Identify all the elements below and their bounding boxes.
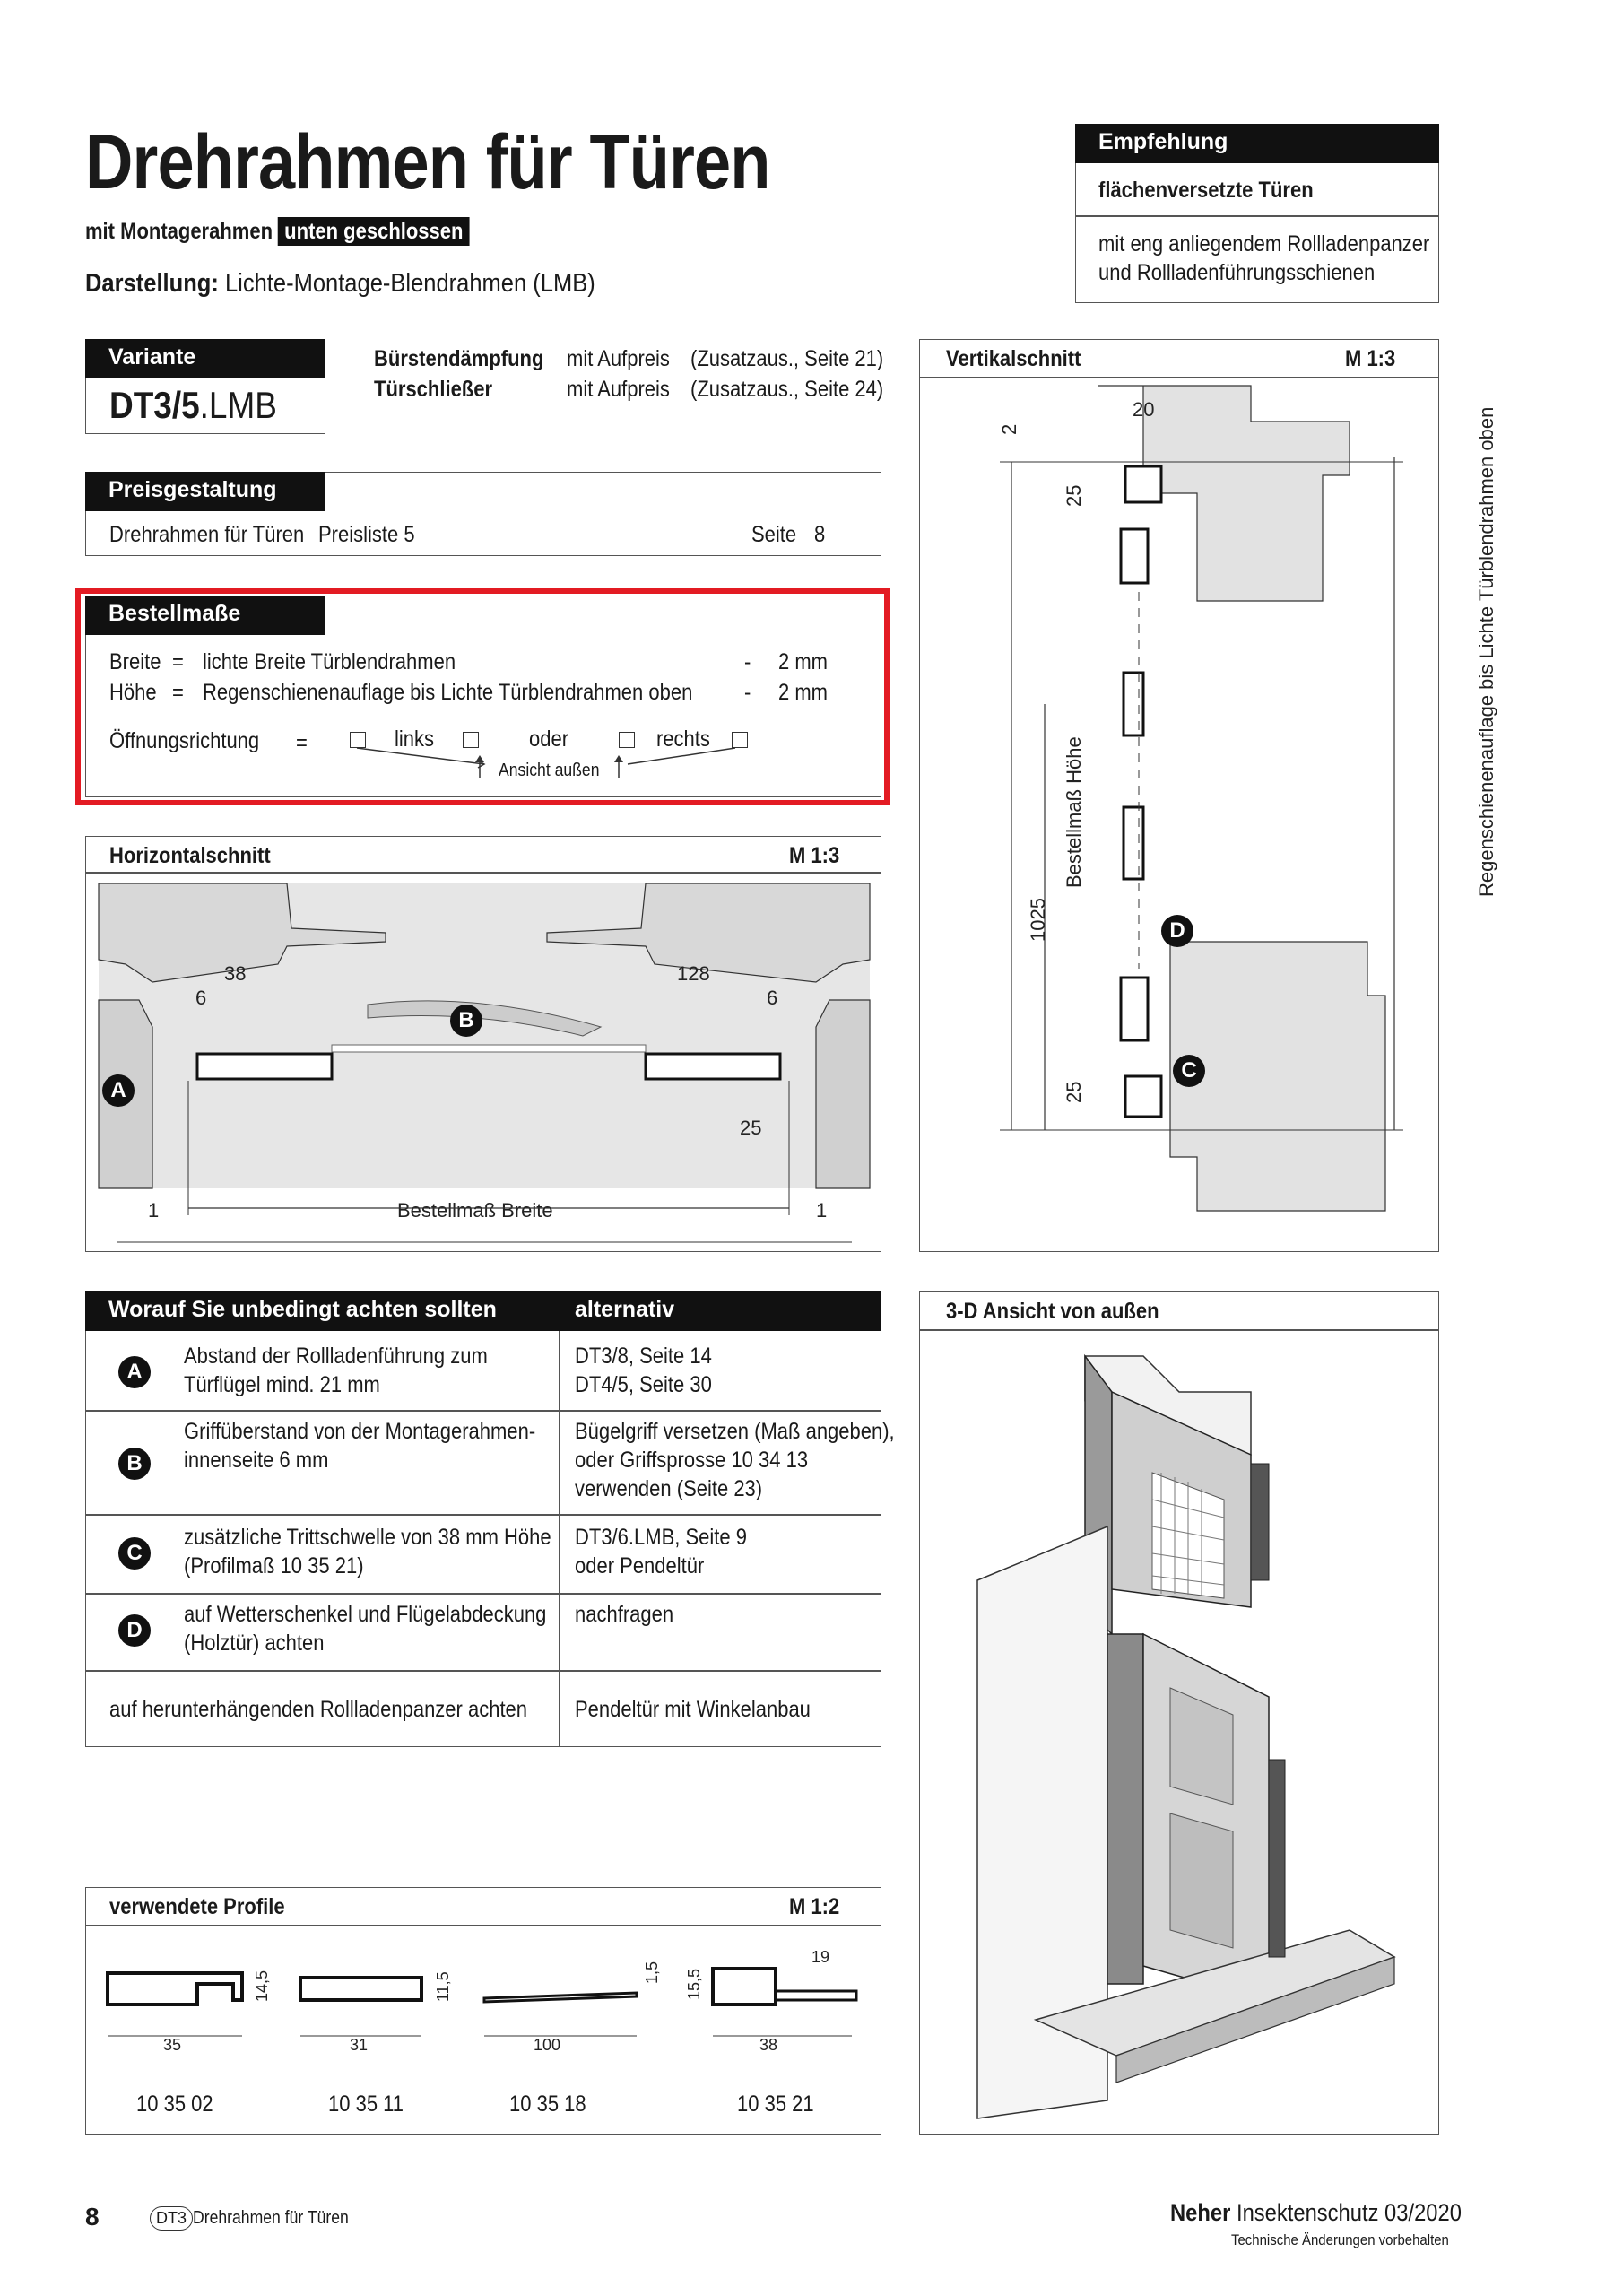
divider xyxy=(919,1329,1439,1331)
darstellung-label: Darstellung: xyxy=(85,269,219,298)
divider xyxy=(85,1593,881,1595)
variante-code-bold: DT3/5 xyxy=(109,384,200,426)
door-3d-illustration xyxy=(928,1338,1430,2127)
hinweis-c-left1: zusätzliche Trittschwelle von 38 mm Höhe xyxy=(184,1525,551,1550)
marker-a-horizontal: A xyxy=(102,1074,135,1107)
profile-code-0: 10 35 02 xyxy=(136,2092,213,2117)
profile-h-1: 11,5 xyxy=(434,1971,452,2002)
hinweis-c-right2: oder Pendeltür xyxy=(575,1553,705,1578)
hinweis-b-left2: innenseite 6 mm xyxy=(184,1448,329,1473)
subtitle-prefix: mit Montagerahmen xyxy=(85,219,273,244)
preis-liste: Preisliste 5 xyxy=(318,522,415,547)
hinweis-a-right1: DT3/8, Seite 14 xyxy=(575,1344,712,1369)
marker-c: C xyxy=(118,1537,151,1570)
marker-c-vertical: C xyxy=(1173,1055,1205,1087)
extra-note-0: (Zusatzaus., Seite 21) xyxy=(690,346,884,371)
hinweis-a-right2: DT4/5, Seite 30 xyxy=(575,1372,712,1397)
hinweis-d-right1: nachfragen xyxy=(575,1602,674,1627)
empfehlung-line1: mit eng anliegendem Rollladenpanzer xyxy=(1098,231,1430,257)
empfehlung-title: flächenversetzte Türen xyxy=(1098,178,1314,203)
divider xyxy=(559,1331,560,1747)
dim-6a: 6 xyxy=(195,987,207,1009)
ansicht3d-title: 3-D Ansicht von außen xyxy=(946,1299,1159,1324)
divider xyxy=(85,1670,881,1672)
hinweis-last-left: auf herunterhängenden Rollladenpanzer achten xyxy=(109,1697,528,1722)
oeffnung-rechts: rechts xyxy=(656,726,710,752)
marker-d: D xyxy=(118,1614,151,1647)
dim-128: 128 xyxy=(677,962,710,985)
profile-code-2: 10 35 18 xyxy=(509,2092,586,2117)
hinweis-b-right1: Bügelgriff versetzen (Maß angeben), xyxy=(575,1419,895,1444)
profile-title: verwendete Profile xyxy=(109,1894,285,1919)
extra-label-1: Türschließer xyxy=(374,377,493,402)
profile-scale: M 1:2 xyxy=(789,1894,840,1919)
profile-w-0: 35 xyxy=(163,2036,182,2054)
divider xyxy=(85,872,881,874)
bestell-label-1: Höhe xyxy=(109,680,157,705)
bestell-text-0: lichte Breite Türblendrahmen xyxy=(203,649,456,674)
bestell-text-1: Regenschienenauflage bis Lichte Türblendrahmen oben xyxy=(203,680,693,705)
empfehlung-line2: und Rollladenführungsschienen xyxy=(1098,260,1376,285)
oeffnung-oder: oder xyxy=(529,726,569,752)
bestell-val-0: 2 mm xyxy=(778,649,828,674)
hinweis-a-left1: Abstand der Rollladenführung zum xyxy=(184,1344,488,1369)
horizontal-section-drawing xyxy=(99,883,870,1242)
section-badge: DT3 xyxy=(150,2206,193,2231)
profile-top-3: 19 xyxy=(812,1948,830,1966)
bestell-eq-1: = xyxy=(172,680,184,705)
hinweis-d-left1: auf Wetterschenkel und Flügelabdeckung xyxy=(184,1602,547,1627)
preis-header: Preisgestaltung xyxy=(85,472,325,511)
dim-20: 20 xyxy=(1133,398,1155,421)
hinweis-b-right2: oder Griffsprosse 10 34 13 xyxy=(575,1448,809,1473)
hinweis-c-left2: (Profilmaß 10 35 21) xyxy=(184,1553,364,1578)
dim-1025: 1025 xyxy=(1027,898,1049,942)
profile-h-0: 14,5 xyxy=(253,1970,271,2002)
profile-w-3: 38 xyxy=(759,2036,778,2054)
horizontal-title: Horizontalschnitt xyxy=(109,843,271,868)
bestell-op-1: - xyxy=(744,680,751,705)
hinweis-d-left2: (Holztür) achten xyxy=(184,1631,325,1656)
bestell-label-0: Breite xyxy=(109,649,161,674)
hinweise-header-right: alternativ xyxy=(559,1292,881,1331)
bestellmass-hoehe: Bestellmaß Höhe xyxy=(1063,736,1085,888)
profiles-drawing xyxy=(99,1937,870,2063)
dim-25a: 25 xyxy=(1063,484,1085,507)
preis-item: Drehrahmen für Türen xyxy=(109,522,305,547)
bestell-val-1: 2 mm xyxy=(778,680,828,705)
hinweis-last-right: Pendeltür mit Winkelanbau xyxy=(575,1697,811,1722)
profile-w-2: 100 xyxy=(534,2036,561,2054)
footer-section: Drehrahmen für Türen xyxy=(193,2208,349,2228)
dim-1a: 1 xyxy=(148,1199,160,1222)
vertikal-title: Vertikalschnitt xyxy=(946,346,1081,371)
darstellung xyxy=(85,269,595,299)
profile-h-3: 15,5 xyxy=(685,1968,703,2000)
marker-d-vertical: D xyxy=(1161,915,1193,947)
bestell-eq-0: = xyxy=(172,649,184,674)
darstellung-value: Lichte-Montage-Blendrahmen (LMB) xyxy=(224,269,595,298)
empfehlung-header: Empfehlung xyxy=(1075,124,1439,163)
oeffnung-label: Öffnungsrichtung xyxy=(109,728,260,753)
ansicht-label: Ansicht außen xyxy=(499,761,600,780)
variante-code-suffix: .LMB xyxy=(199,384,277,426)
extra-label-0: Bürstendämpfung xyxy=(374,346,544,371)
extra-price-1: mit Aufpreis xyxy=(567,377,670,402)
hinweise-header-left: Worauf Sie unbedingt achten sollten xyxy=(85,1292,559,1331)
bestellmass-breite: Bestellmaß Breite xyxy=(397,1199,553,1222)
hinweis-b-right3: verwenden (Seite 23) xyxy=(575,1476,763,1501)
hinweis-b-left1: Griffüberstand von der Montagerahmen- xyxy=(184,1419,536,1444)
dim-25: 25 xyxy=(740,1117,762,1139)
marker-a: A xyxy=(118,1356,151,1388)
profile-h-2: 1,5 xyxy=(643,1961,661,1984)
regenschienen-label: Regenschienenauflage bis Lichte Türblendrahmen oben xyxy=(1475,406,1497,897)
hinweis-a-left2: Türflügel mind. 21 mm xyxy=(184,1372,380,1397)
dim-38: 38 xyxy=(224,962,247,985)
extra-note-1: (Zusatzaus., Seite 24) xyxy=(690,377,884,402)
subtitle-highlight: unten geschlossen xyxy=(278,217,469,246)
dim-25b: 25 xyxy=(1063,1081,1085,1103)
page-title: Drehrahmen für Türen xyxy=(85,119,770,205)
divider xyxy=(919,377,1439,378)
dim-1b: 1 xyxy=(816,1199,828,1222)
divider xyxy=(1075,215,1439,217)
dim-6b: 6 xyxy=(767,987,778,1009)
hinweis-c-right1: DT3/6.LMB, Seite 9 xyxy=(575,1525,747,1550)
divider xyxy=(85,1514,881,1516)
divider xyxy=(85,1410,881,1412)
vertical-section-drawing xyxy=(928,386,1497,1247)
subtitle xyxy=(85,219,470,245)
marker-b: B xyxy=(118,1448,151,1480)
profile-w-1: 31 xyxy=(350,2036,369,2054)
dim-2: 2 xyxy=(998,423,1020,435)
bestell-header: Bestellmaße xyxy=(85,596,325,635)
bestell-op-0: - xyxy=(744,649,751,674)
footer-brand xyxy=(1170,2199,1462,2227)
preis-seite: 8 xyxy=(814,522,826,547)
extra-price-0: mit Aufpreis xyxy=(567,346,670,371)
oeffnung-eq: = xyxy=(296,730,308,755)
variante-code xyxy=(109,384,277,427)
page-number: 8 xyxy=(85,2203,100,2231)
oeffnung-arrows xyxy=(341,735,753,780)
vertikal-scale: M 1:3 xyxy=(1345,346,1396,371)
brand-rest: Insektenschutz 03/2020 xyxy=(1236,2199,1462,2226)
profile-code-3: 10 35 21 xyxy=(737,2092,814,2117)
preis-seite-label: Seite xyxy=(751,522,797,547)
profile-code-1: 10 35 11 xyxy=(328,2092,404,2117)
footer-disclaimer: Technische Änderungen vorbehalten xyxy=(1231,2231,1449,2248)
horizontal-scale: M 1:3 xyxy=(789,843,840,868)
variante-header: Variante xyxy=(85,339,325,378)
marker-b-horizontal: B xyxy=(450,1004,482,1037)
divider xyxy=(85,1925,881,1926)
oeffnung-links: links xyxy=(395,726,435,752)
brand-name: Neher xyxy=(1170,2199,1231,2226)
